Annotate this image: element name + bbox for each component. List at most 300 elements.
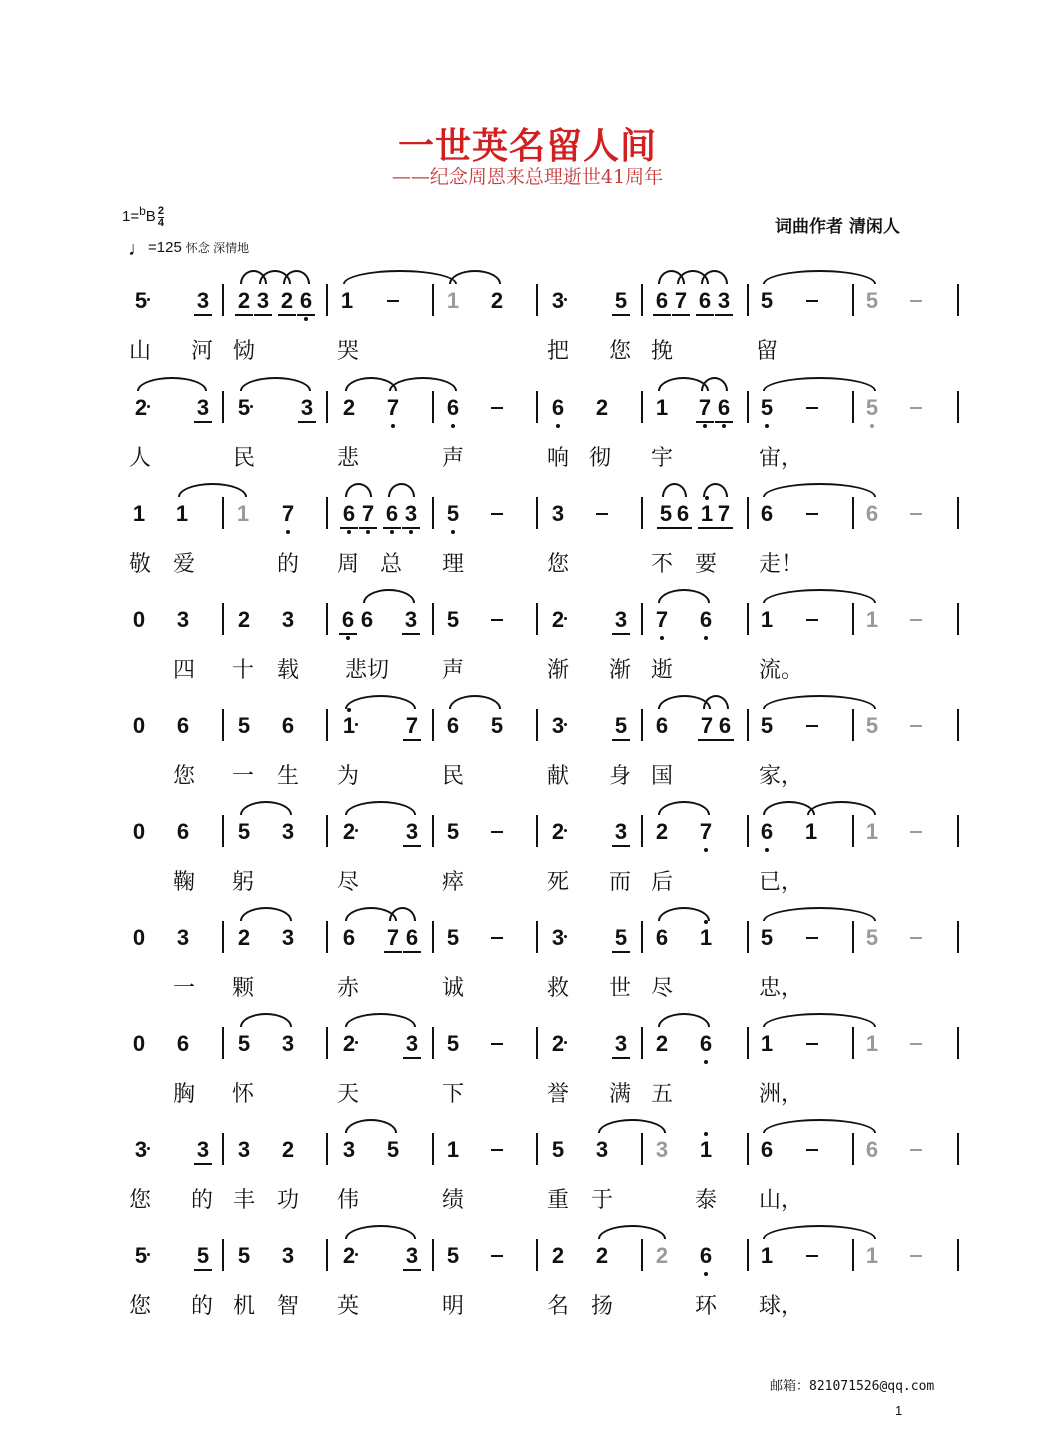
barline (222, 921, 224, 953)
note: 2 (237, 607, 251, 632)
note: 3 (281, 925, 295, 950)
lyric: 救 (546, 976, 569, 1001)
score-line (0, 1139, 1055, 1239)
note: 3 (401, 821, 423, 843)
lyric: 而 (608, 870, 631, 895)
note: 1 (696, 503, 718, 525)
barline (852, 1239, 854, 1271)
barline (957, 391, 959, 423)
barline (222, 391, 224, 423)
dash-extension (910, 1255, 922, 1257)
dash-extension (910, 725, 922, 727)
note: 2 (342, 395, 356, 420)
lyric: 扬 (590, 1294, 613, 1319)
lyric: 鞠 (172, 870, 195, 895)
note: 6 (760, 501, 774, 526)
dash-extension (806, 1043, 818, 1045)
note: 2 (490, 288, 504, 313)
low-octave-dot (704, 848, 708, 852)
barline (641, 603, 643, 635)
note: 1 (175, 501, 189, 526)
lyric: 为 (336, 764, 359, 789)
time-bottom: 4 (157, 216, 164, 229)
lyric: 诚 (441, 976, 464, 1001)
note: 2 (338, 1033, 360, 1055)
barline (852, 603, 854, 635)
note: 5 (551, 1137, 565, 1162)
barline (326, 921, 328, 953)
note: 1 (236, 501, 250, 526)
lyric: 球， (759, 1294, 804, 1319)
barline (957, 815, 959, 847)
lyric: 英 (336, 1294, 359, 1319)
barline (957, 1133, 959, 1165)
low-octave-dot (451, 530, 455, 534)
barline (747, 284, 749, 316)
augmentation-dot (564, 617, 567, 620)
barline (641, 391, 643, 423)
lyric: 哭 (336, 339, 359, 364)
note: 2 (276, 290, 298, 312)
barline (432, 1239, 434, 1271)
barline (641, 1239, 643, 1271)
note: 1 (865, 1031, 879, 1056)
barline (536, 921, 538, 953)
note: 2 (130, 397, 152, 419)
note: 1 (760, 1031, 774, 1056)
note: 3 (401, 1033, 423, 1055)
dash-extension (910, 407, 922, 409)
barline (432, 921, 434, 953)
note: 6 (713, 397, 735, 419)
lyric: 下 (441, 1082, 464, 1107)
note: 6 (337, 609, 359, 631)
note: 5 (610, 715, 632, 737)
note: 7 (696, 715, 718, 737)
note: 5 (442, 503, 464, 525)
key-note: B (145, 208, 156, 225)
quarter-note-icon: ♩ (128, 238, 148, 260)
note: 3 (281, 1243, 295, 1268)
barline (641, 1133, 643, 1165)
note: 6 (865, 1137, 879, 1162)
barline (222, 1027, 224, 1059)
note: 6 (695, 609, 717, 631)
low-octave-dot (409, 530, 413, 534)
augmentation-dot (564, 829, 567, 832)
note: 3 (192, 397, 214, 419)
note: 3 (401, 1245, 423, 1267)
lyric: 于 (590, 1188, 613, 1213)
note: 5 (760, 925, 774, 950)
note: 2 (551, 1243, 565, 1268)
barline (326, 1027, 328, 1059)
score-line (0, 821, 1055, 921)
dash-extension (491, 619, 503, 621)
time-top: 2 (157, 204, 164, 217)
lyric: 尽 (336, 870, 359, 895)
barline (222, 603, 224, 635)
lyric: 山， (759, 1188, 804, 1213)
dash-extension (910, 1043, 922, 1045)
slur (763, 270, 876, 284)
barline (432, 497, 434, 529)
dash-extension (491, 1149, 503, 1151)
barline (326, 391, 328, 423)
dash-extension (910, 937, 922, 939)
low-octave-dot (391, 424, 395, 428)
lyric: 的 (190, 1188, 213, 1213)
dash-extension (387, 300, 399, 302)
flat-icon: b (139, 204, 146, 218)
note: 6 (442, 397, 464, 419)
note: 6 (401, 927, 423, 949)
lyric: 满 (608, 1082, 631, 1107)
lyric: 声 (441, 658, 464, 683)
note: 1 (338, 715, 360, 737)
score-line (0, 503, 1055, 603)
lyric: 生 (276, 764, 299, 789)
note: 6 (695, 1033, 717, 1055)
augmentation-dot (147, 298, 150, 301)
lyric: 的 (276, 552, 299, 577)
key-signature (122, 204, 164, 229)
note: 3 (296, 397, 318, 419)
barline (747, 1027, 749, 1059)
note: 6 (865, 501, 879, 526)
barline (957, 1027, 959, 1059)
note: 3 (237, 1137, 251, 1162)
note: 3 (547, 927, 569, 949)
note: 5 (446, 819, 460, 844)
note: 3 (610, 609, 632, 631)
note: 0 (132, 819, 146, 844)
lyric: 十 (231, 658, 254, 683)
dash-extension (491, 513, 503, 515)
barline (852, 1133, 854, 1165)
lyric: 后 (650, 870, 673, 895)
note: 7 (357, 503, 379, 525)
note: 5 (610, 290, 632, 312)
lyric: 响 (546, 446, 569, 471)
barline (222, 1133, 224, 1165)
low-octave-dot (704, 636, 708, 640)
note: 6 (714, 715, 736, 737)
lyric: 流。 (759, 658, 804, 683)
dash-extension (910, 1149, 922, 1151)
barline (326, 1239, 328, 1271)
lyric: 忠， (759, 976, 804, 1001)
lyric: 尽 (650, 976, 673, 1001)
low-octave-dot (366, 530, 370, 534)
barline (536, 815, 538, 847)
note: 1 (655, 395, 669, 420)
note: 6 (651, 290, 673, 312)
dash-extension (806, 513, 818, 515)
augmentation-dot (250, 405, 253, 408)
barline (641, 709, 643, 741)
lyric: 声 (441, 446, 464, 471)
lyric: 渐 (546, 658, 569, 683)
slur (343, 270, 457, 284)
lyric: 留 (755, 339, 778, 364)
author-credit: 词曲作者 清闲人 (775, 217, 900, 237)
barline (432, 815, 434, 847)
lyric: 绩 (441, 1188, 464, 1213)
augmentation-dot (147, 1253, 150, 1256)
note: 6 (760, 1137, 774, 1162)
song-title: 一世英名留人间 (397, 126, 657, 167)
note: 1 (132, 501, 146, 526)
note: 3 (192, 1139, 214, 1161)
lyric: 总 (379, 552, 402, 577)
note: 5 (655, 503, 677, 525)
note: 2 (595, 1243, 609, 1268)
barline (222, 815, 224, 847)
low-octave-dot (346, 636, 350, 640)
lyric: 献 (546, 764, 569, 789)
lyric: 一 (231, 764, 254, 789)
barline (536, 709, 538, 741)
lyric: 您 (128, 1294, 151, 1319)
tempo-value: =125 (148, 239, 182, 256)
barline (326, 603, 328, 635)
dash-extension (491, 831, 503, 833)
dash-extension (491, 937, 503, 939)
note: 3 (547, 290, 569, 312)
note: 6 (281, 713, 295, 738)
note: 2 (281, 1137, 295, 1162)
dash-extension (806, 1149, 818, 1151)
note: 5 (446, 1031, 460, 1056)
lyric: 悲切 (345, 658, 390, 683)
page-number: 1 (895, 1403, 903, 1418)
low-octave-dot (304, 317, 308, 321)
barline (641, 921, 643, 953)
note: 6 (547, 397, 569, 419)
note: 5 (865, 713, 879, 738)
note: 3 (176, 607, 190, 632)
barline (852, 1027, 854, 1059)
contact-email: 邮箱：821071526@qq.com (770, 1379, 935, 1394)
note: 3 (655, 1137, 669, 1162)
note: 1 (760, 1243, 774, 1268)
dash-extension (596, 513, 608, 515)
dash-extension (806, 937, 818, 939)
note: 5 (446, 607, 460, 632)
lyric: 把 (546, 339, 569, 364)
augmentation-dot (355, 1253, 358, 1256)
barline (957, 497, 959, 529)
lyric: 逝 (650, 658, 673, 683)
lyric: 您 (172, 764, 195, 789)
note: 3 (547, 715, 569, 737)
note: 1 (865, 607, 879, 632)
low-octave-dot (765, 848, 769, 852)
lyric: 明 (441, 1294, 464, 1319)
lyric: 宙， (759, 446, 804, 471)
lyric: 周 (336, 552, 359, 577)
note: 5 (237, 1031, 251, 1056)
dash-extension (806, 407, 818, 409)
barline (326, 284, 328, 316)
low-octave-dot (660, 636, 664, 640)
lyric: 人 (128, 446, 151, 471)
note: 6 (756, 821, 778, 843)
lyric: 洲， (759, 1082, 804, 1107)
note: 5 (130, 290, 152, 312)
lyric: 泰 (694, 1188, 717, 1213)
note: 0 (132, 713, 146, 738)
augmentation-dot (147, 405, 150, 408)
note: 6 (176, 713, 190, 738)
note: 1 (804, 819, 818, 844)
note: 1 (695, 1139, 717, 1161)
lyric: 爱 (172, 552, 195, 577)
lyric: 您 (546, 552, 569, 577)
barline (536, 603, 538, 635)
augmentation-dot (355, 829, 358, 832)
score-line (0, 715, 1055, 815)
lyric: 彻 (588, 446, 611, 471)
score-line (0, 927, 1055, 1027)
lyric: 身 (608, 764, 631, 789)
lyric: 载 (276, 658, 299, 683)
lyric: 理 (441, 552, 464, 577)
lyric: 已， (759, 870, 804, 895)
note: 6 (381, 503, 403, 525)
note: 2 (595, 395, 609, 420)
barline (536, 284, 538, 316)
note: 0 (132, 607, 146, 632)
lyric: 渐 (608, 658, 631, 683)
lyric: 家， (759, 764, 804, 789)
note: 6 (446, 713, 460, 738)
note: 1 (340, 288, 354, 313)
dash-extension (491, 1043, 503, 1045)
lyric: 智 (276, 1294, 299, 1319)
note: 5 (446, 1243, 460, 1268)
barline (641, 815, 643, 847)
barline (747, 391, 749, 423)
barline (432, 284, 434, 316)
note: 2 (655, 1031, 669, 1056)
note: 2 (655, 819, 669, 844)
note: 3 (400, 503, 422, 525)
note: 7 (713, 503, 735, 525)
note: 3 (400, 609, 422, 631)
high-octave-dot (704, 1132, 708, 1136)
note: 3 (281, 607, 295, 632)
note: 5 (760, 288, 774, 313)
low-octave-dot (347, 530, 351, 534)
lyric: 民 (441, 764, 464, 789)
lyric: 您 (128, 1188, 151, 1213)
note: 6 (342, 925, 356, 950)
time-signature (158, 206, 164, 229)
note: 5 (446, 925, 460, 950)
dash-extension (806, 619, 818, 621)
dash-extension (806, 300, 818, 302)
tempo-marking (128, 238, 249, 261)
note: 5 (386, 1137, 400, 1162)
note: 3 (281, 1031, 295, 1056)
dash-extension (806, 1255, 818, 1257)
barline (536, 391, 538, 423)
augmentation-dot (355, 1041, 358, 1044)
note: 6 (655, 925, 669, 950)
barline (852, 284, 854, 316)
augmentation-dot (355, 723, 358, 726)
note: 2 (547, 1033, 569, 1055)
expression-text: 怀念 深情地 (185, 241, 250, 255)
barline (747, 709, 749, 741)
dash-extension (910, 619, 922, 621)
note: 5 (130, 1245, 152, 1267)
lyric: 挽 (650, 339, 673, 364)
dash-extension (910, 831, 922, 833)
barline (852, 921, 854, 953)
lyric: 躬 (231, 870, 254, 895)
barline (957, 921, 959, 953)
low-octave-dot (390, 530, 394, 534)
barline (222, 284, 224, 316)
lyric: 四 (172, 658, 195, 683)
barline (747, 921, 749, 953)
barline (536, 1239, 538, 1271)
barline (957, 709, 959, 741)
low-octave-dot (286, 530, 290, 534)
barline (536, 1027, 538, 1059)
low-octave-dot (556, 424, 560, 428)
note: 7 (382, 397, 404, 419)
augmentation-dot (564, 298, 567, 301)
note: 7 (670, 290, 692, 312)
barline (326, 709, 328, 741)
barline (957, 1239, 959, 1271)
note: 7 (382, 927, 404, 949)
note: 6 (695, 1245, 717, 1267)
note: 7 (695, 821, 717, 843)
barline (326, 497, 328, 529)
note: 3 (610, 1033, 632, 1055)
note: 5 (760, 713, 774, 738)
note: 6 (176, 1031, 190, 1056)
lyric: 颗 (231, 976, 254, 1001)
note: 5 (237, 819, 251, 844)
key-label: 1= (122, 208, 140, 225)
note: 6 (694, 290, 716, 312)
lyric: 怀 (231, 1082, 254, 1107)
dash-extension (910, 513, 922, 515)
lyric: 河 (190, 339, 213, 364)
dash-extension (491, 407, 503, 409)
lyric: 功 (276, 1188, 299, 1213)
lyric: 赤 (336, 976, 359, 1001)
slur (283, 270, 310, 284)
low-octave-dot (704, 1272, 708, 1276)
note: 1 (865, 819, 879, 844)
barline (641, 497, 643, 529)
note: 3 (342, 1137, 356, 1162)
low-octave-dot (870, 424, 874, 428)
note: 2 (237, 925, 251, 950)
lyric: 不 (650, 552, 673, 577)
note: 3 (176, 925, 190, 950)
note: 3 (192, 290, 214, 312)
barline (222, 497, 224, 529)
barline (326, 815, 328, 847)
